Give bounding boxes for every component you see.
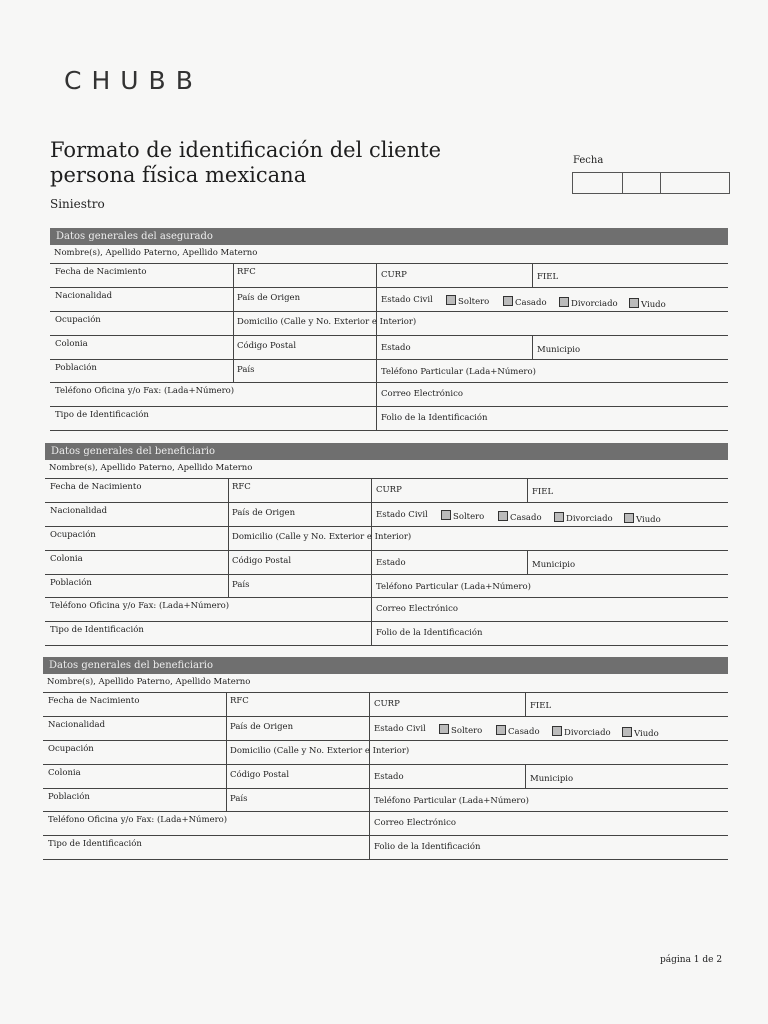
curp-label: CURP (374, 699, 400, 709)
column-line (527, 478, 528, 502)
poblacion-label: Población (48, 792, 90, 802)
estado-civil-label: Estado Civil (381, 295, 433, 305)
fecha-nacimiento-label: Fecha de Nacimiento (48, 696, 140, 706)
correo-label: Correo Electrónico (376, 604, 458, 614)
checkbox-divorciado[interactable] (554, 512, 564, 522)
row-line (43, 811, 728, 812)
checkbox-divorciado[interactable] (559, 297, 569, 307)
checkbox-soltero[interactable] (439, 724, 449, 734)
option-soltero[interactable] (446, 295, 489, 307)
folio-label: Folio de la Identificación (374, 842, 481, 852)
checkbox-divorciado[interactable] (552, 726, 562, 736)
fiel-label: FIEL (532, 487, 554, 497)
row-line (45, 502, 728, 503)
fiel-label: FIEL (537, 272, 559, 282)
curp-label: CURP (376, 485, 402, 495)
ocupacion-label: Ocupación (55, 315, 101, 325)
pais-origen-label: País de Origen (232, 508, 296, 518)
row-line (50, 311, 728, 312)
domicilio-label: Domicilio (Calle y No. Exterior e Interior) (232, 532, 412, 542)
colonia-label: Colonia (55, 339, 88, 349)
municipio-label: Municipio (530, 774, 574, 784)
pais-origen-label: País de Origen (230, 722, 294, 732)
page-title (50, 138, 441, 188)
checkbox-viudo[interactable] (622, 727, 632, 737)
option-divorciado[interactable] (552, 726, 611, 738)
row-line (43, 788, 728, 789)
option-viudo[interactable] (629, 298, 666, 310)
nacionalidad-label: Nacionalidad (50, 506, 108, 516)
row-line (45, 550, 728, 551)
nombre-label: Nombre(s), Apellido Paterno, Apellido Materno (47, 677, 251, 687)
municipio-label: Municipio (532, 560, 576, 570)
fecha-day-box[interactable] (573, 173, 623, 193)
divorciado-label: Divorciado (564, 728, 611, 738)
option-soltero[interactable] (439, 724, 482, 736)
viudo-label: Viudo (634, 729, 659, 739)
casado-label: Casado (510, 513, 542, 523)
soltero-label: Soltero (451, 726, 483, 736)
nacionalidad-label: Nacionalidad (48, 720, 106, 730)
option-divorciado[interactable] (554, 512, 613, 524)
colonia-label: Colonia (48, 768, 81, 778)
folio-label: Folio de la Identificación (381, 413, 488, 423)
rfc-label: RFC (230, 696, 249, 706)
divorciado-label: Divorciado (566, 514, 613, 524)
soltero-label: Soltero (458, 297, 490, 307)
checkbox-casado[interactable] (503, 296, 513, 306)
row-line (50, 430, 728, 431)
casado-label: Casado (515, 298, 547, 308)
row-line (43, 835, 728, 836)
fecha-month-box[interactable] (623, 173, 661, 193)
column-line (525, 764, 526, 788)
viudo-label: Viudo (641, 300, 666, 310)
codigo-postal-label: Código Postal (237, 341, 297, 351)
telefono-oficina-label: Teléfono Oficina y/o Fax: (Lada+Número) (50, 601, 230, 611)
column-line (376, 263, 377, 431)
chubb-logo: CHUBB (64, 66, 203, 95)
column-line (525, 692, 526, 716)
column-line (532, 335, 533, 359)
section-header: Datos generales del beneficiario (45, 443, 728, 460)
nombre-label: Nombre(s), Apellido Paterno, Apellido Materno (49, 463, 253, 473)
row-line (50, 287, 728, 288)
estado-label: Estado (374, 772, 404, 782)
option-divorciado[interactable] (559, 297, 618, 309)
telefono-particular-label: Teléfono Particular (Lada+Número) (376, 582, 531, 592)
row-line (45, 645, 728, 646)
correo-label: Correo Electrónico (381, 389, 463, 399)
soltero-label: Soltero (453, 512, 485, 522)
estado-civil-label: Estado Civil (376, 510, 428, 520)
fiel-label: FIEL (530, 701, 552, 711)
ocupacion-label: Ocupación (50, 530, 96, 540)
folio-label: Folio de la Identificación (376, 628, 483, 638)
casado-label: Casado (508, 727, 540, 737)
tipo-identificacion-label: Tipo de Identificación (48, 839, 142, 849)
form-section-3 (43, 657, 728, 887)
row-line (50, 335, 728, 336)
colonia-label: Colonia (50, 554, 83, 564)
pais-label: País (237, 365, 255, 375)
estado-label: Estado (381, 343, 411, 353)
tipo-identificacion-label: Tipo de Identificación (50, 625, 144, 635)
poblacion-label: Población (55, 363, 97, 373)
fecha-year-box[interactable] (661, 173, 729, 193)
telefono-particular-label: Teléfono Particular (Lada+Número) (374, 796, 529, 806)
row-line (50, 382, 728, 383)
rfc-label: RFC (237, 267, 256, 277)
codigo-postal-label: Código Postal (230, 770, 290, 780)
column-line (527, 550, 528, 574)
row-line (43, 716, 728, 717)
column-line (233, 263, 234, 383)
row-line (43, 764, 728, 765)
fecha-nacimiento-label: Fecha de Nacimiento (50, 482, 142, 492)
page-number: página 1 de 2 (660, 955, 723, 965)
checkbox-viudo[interactable] (629, 298, 639, 308)
row-line (50, 359, 728, 360)
checkbox-soltero[interactable] (441, 510, 451, 520)
rfc-label: RFC (232, 482, 251, 492)
form-section-2 (45, 443, 728, 673)
checkbox-casado[interactable] (496, 725, 506, 735)
checkbox-viudo[interactable] (624, 513, 634, 523)
option-casado[interactable] (503, 296, 547, 308)
form-section-1 (50, 228, 728, 458)
option-casado[interactable] (496, 725, 540, 737)
row-line (45, 478, 728, 479)
codigo-postal-label: Código Postal (232, 556, 292, 566)
row-line (45, 597, 728, 598)
telefono-oficina-label: Teléfono Oficina y/o Fax: (Lada+Número) (48, 815, 228, 825)
ocupacion-label: Ocupación (48, 744, 94, 754)
estado-label: Estado (376, 558, 406, 568)
column-line (532, 263, 533, 287)
divorciado-label: Divorciado (571, 299, 618, 309)
checkbox-soltero[interactable] (446, 295, 456, 305)
column-line (371, 478, 372, 646)
municipio-label: Municipio (537, 345, 581, 355)
row-line (45, 574, 728, 575)
option-viudo[interactable] (624, 513, 661, 525)
column-line (369, 692, 370, 860)
fecha-field[interactable] (572, 172, 730, 194)
row-line (43, 692, 728, 693)
option-viudo[interactable] (622, 727, 659, 739)
fecha-nacimiento-label: Fecha de Nacimiento (55, 267, 147, 277)
section-header: Datos generales del asegurado (50, 228, 728, 245)
row-line (50, 263, 728, 264)
pais-label: País (232, 580, 250, 590)
domicilio-label: Domicilio (Calle y No. Exterior e Interior) (237, 317, 417, 327)
telefono-oficina-label: Teléfono Oficina y/o Fax: (Lada+Número) (55, 386, 235, 396)
estado-civil-label: Estado Civil (374, 724, 426, 734)
checkbox-casado[interactable] (498, 511, 508, 521)
option-soltero[interactable] (441, 510, 484, 522)
column-line (228, 478, 229, 598)
row-line (45, 526, 728, 527)
viudo-label: Viudo (636, 515, 661, 525)
poblacion-label: Población (50, 578, 92, 588)
pais-origen-label: País de Origen (237, 293, 301, 303)
row-line (43, 859, 728, 860)
row-line (45, 621, 728, 622)
title-line-2: persona física mexicana (50, 163, 307, 187)
domicilio-label: Domicilio (Calle y No. Exterior e Interior) (230, 746, 410, 756)
column-line (226, 692, 227, 812)
correo-label: Correo Electrónico (374, 818, 456, 828)
curp-label: CURP (381, 270, 407, 280)
nacionalidad-label: Nacionalidad (55, 291, 113, 301)
nombre-label: Nombre(s), Apellido Paterno, Apellido Materno (54, 248, 258, 258)
pais-label: País (230, 794, 248, 804)
telefono-particular-label: Teléfono Particular (Lada+Número) (381, 367, 536, 377)
subtitle: Siniestro (50, 197, 105, 211)
fecha-label: Fecha (573, 155, 604, 166)
row-line (50, 406, 728, 407)
row-line (43, 740, 728, 741)
option-casado[interactable] (498, 511, 542, 523)
section-header: Datos generales del beneficiario (43, 657, 728, 674)
title-line-1: Formato de identificación del cliente (50, 138, 441, 162)
tipo-identificacion-label: Tipo de Identificación (55, 410, 149, 420)
